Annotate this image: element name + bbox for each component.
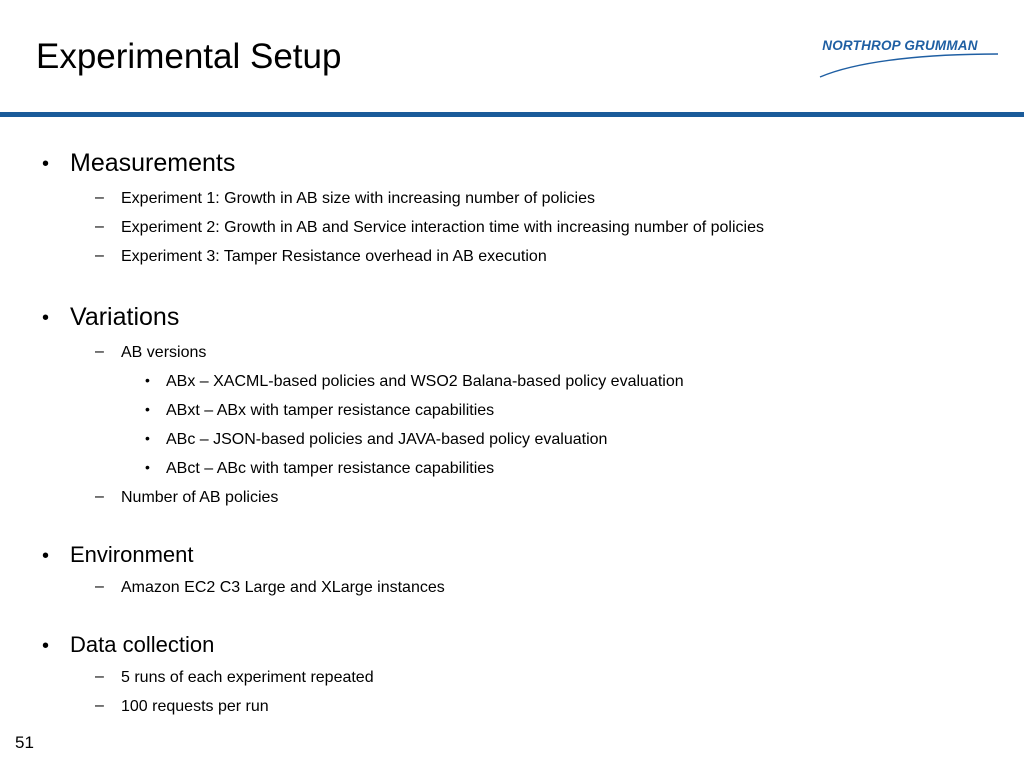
list-item: AB versions <box>121 344 207 361</box>
logo-wordmark: NORTHROP GRUMMAN <box>822 38 978 53</box>
northrop-grumman-logo <box>800 38 1000 80</box>
header-divider <box>0 112 1024 117</box>
section-heading-measurements: Measurements <box>70 149 236 177</box>
list-item: 100 requests per run <box>121 698 269 715</box>
bullet-marker: • <box>42 307 50 329</box>
bullet-marker: • <box>42 153 50 175</box>
bullet-marker: • <box>145 372 150 388</box>
logo-swoosh-icon <box>800 38 1000 80</box>
list-item: Experiment 2: Growth in AB and Service interaction time with increasing number of policies <box>121 219 764 236</box>
dash-marker: – <box>95 189 104 206</box>
list-item: Experiment 3: Tamper Resistance overhead in AB execution <box>121 248 547 265</box>
bullet-marker: • <box>145 401 150 417</box>
dash-marker: – <box>95 343 104 360</box>
list-item: Experiment 1: Growth in AB size with increasing number of policies <box>121 190 595 207</box>
list-item: 5 runs of each experiment repeated <box>121 669 374 686</box>
sub-list-item: ABc – JSON-based policies and JAVA-based policy evaluation <box>166 431 608 448</box>
section-heading-data-collection: Data collection <box>70 632 215 657</box>
slide-number: 51 <box>15 733 34 752</box>
dash-marker: – <box>95 578 104 595</box>
bullet-marker: • <box>145 459 150 475</box>
bullet-marker: • <box>145 430 150 446</box>
dash-marker: – <box>95 488 104 505</box>
sub-list-item: ABxt – ABx with tamper resistance capabilities <box>166 402 495 419</box>
bullet-marker: • <box>42 545 50 567</box>
dash-marker: – <box>95 247 104 264</box>
sub-list-item: ABct – ABc with tamper resistance capabilities <box>166 460 495 477</box>
slide-title: Experimental Setup <box>36 37 342 76</box>
section-heading-variations: Variations <box>70 303 180 331</box>
dash-marker: – <box>95 668 104 685</box>
list-item: Amazon EC2 C3 Large and XLarge instances <box>121 579 445 596</box>
bullet-marker: • <box>42 635 50 657</box>
dash-marker: – <box>95 697 104 714</box>
section-heading-environment: Environment <box>70 542 194 567</box>
sub-list-item: ABx – XACML-based policies and WSO2 Balana-based policy evaluation <box>166 373 684 390</box>
list-item: Number of AB policies <box>121 489 279 506</box>
dash-marker: – <box>95 218 104 235</box>
